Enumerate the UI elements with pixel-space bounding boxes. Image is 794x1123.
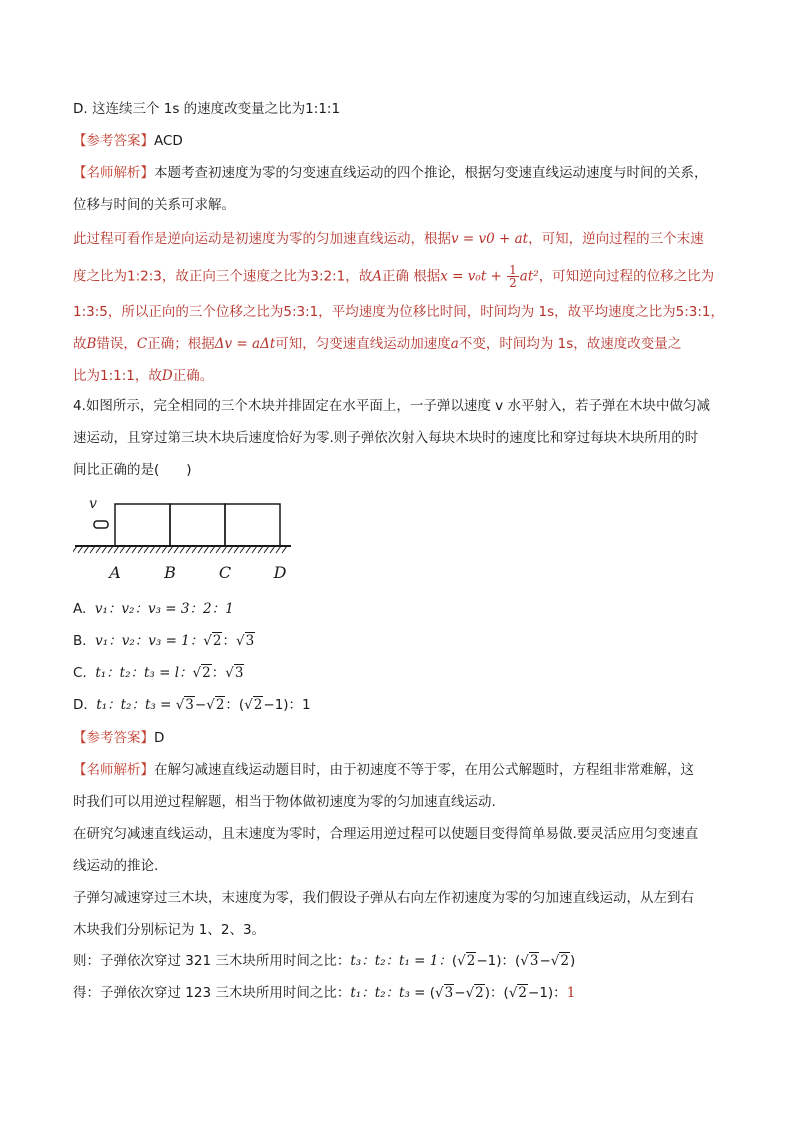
hatch-mark [138, 546, 143, 553]
q4-body-line8: 得：子弹依次穿过 123 三木块所用时间之比：t₁：t₂：t₃ = (√3−√2)：(√2−1)：1 [73, 985, 576, 1001]
text: 不变，时间均为 1s，故速度改变量之 [458, 336, 682, 352]
hatch-mark [222, 546, 227, 553]
text: 则：子弹依次穿过 321 三木块所用时间之比： [73, 953, 351, 969]
option-label: B. [73, 633, 87, 649]
ratio-expression: t₃：t₂：t₁ = 1： [350, 953, 452, 969]
point-label-b: B [164, 563, 176, 582]
q4-stem-line3: 间比正确的是( ) [73, 462, 192, 478]
hatch-mark [78, 546, 83, 553]
q3-answer-row [73, 131, 183, 151]
formula: x = v₀t + [440, 268, 507, 285]
text: 得：子弹依次穿过 123 三木块所用时间之比： [73, 985, 351, 1001]
analysis-tag: 【名师解析】 [73, 762, 154, 778]
text: 比为1:1:1，故 [73, 368, 162, 384]
q4-option-a [73, 599, 234, 619]
option-ref: B [86, 336, 97, 352]
analysis-tag: 【名师解析】 [73, 165, 154, 181]
hatch-mark [228, 546, 233, 553]
sqrt-3: √3 [435, 985, 454, 1001]
formula: at² [519, 268, 539, 285]
hatch-mark [276, 546, 281, 553]
sqrt-3: √3 [235, 633, 255, 649]
hatch-mark [198, 546, 203, 553]
text: ，可知，逆向过程的三个末速 [528, 231, 704, 247]
formula: v = v0 + at [451, 231, 529, 247]
option-ref: A [372, 268, 382, 285]
point-label-c: C [218, 563, 232, 582]
hatch-mark [96, 546, 101, 553]
text: 可知，匀变速直线运动加速度 [275, 336, 451, 352]
hatch-mark [168, 546, 173, 553]
velocity-label: v [89, 496, 97, 512]
q3-body-line3: 1:3:5，所以正向的三个位移之比为5:3:1，平均速度为位移比时间，时间均为 1s，故平均速度之比为5:3:1， [73, 304, 725, 320]
hatch-mark [258, 546, 263, 553]
text: 正确；根据 [147, 336, 215, 352]
q4-option-b: B. v₁：v₂：v₃ = 1：√2：√3 [73, 633, 255, 649]
variable: a [450, 336, 459, 352]
hatch-mark [216, 546, 221, 553]
hatch-mark [126, 546, 131, 553]
q4-body-line6: 木块我们分别标记为 1、2、3。 [73, 922, 266, 938]
option-ref: D [161, 368, 173, 384]
option-expression: t₁：t₂：t₃ = l： [95, 665, 193, 681]
text: 故 [73, 336, 87, 352]
hatch-mark [180, 546, 185, 553]
sqrt-2: √2 [192, 665, 211, 681]
analysis-text: 在解匀减速直线运动题目时，由于初速度不等于零，在用公式解题时，方程组非常难解，这 [154, 762, 694, 778]
hatch-mark [144, 546, 149, 553]
sqrt-3: √3 [520, 953, 539, 969]
text: ，可知逆向过程的位移之比为 [538, 268, 715, 285]
answer-value: ACD [154, 133, 183, 149]
hatch-mark [264, 546, 269, 553]
q3-body-line5 [73, 366, 213, 386]
hatch-mark [120, 546, 125, 553]
sqrt-2: √2 [508, 985, 528, 1001]
hatch-mark [132, 546, 137, 553]
hatch-mark [210, 546, 215, 553]
q4-option-c: C. t₁：t₂：t₃ = l：√2：√3 [73, 665, 244, 681]
hatch-mark [114, 546, 119, 553]
q3-body-line4 [73, 334, 681, 354]
ratio-expression: t₁：t₂：t₃ = [350, 985, 430, 1001]
point-label-a: A [109, 563, 121, 582]
hatch-mark [108, 546, 113, 553]
text: 此过程可看作是逆向运动是初速度为零的匀加速直线运动，根据 [73, 231, 451, 247]
fraction [507, 264, 519, 289]
text: 度之比为1:2:3，故正向三个速度之比为3:2:1，故 [73, 268, 373, 285]
hatch-mark [84, 546, 89, 553]
hatch-mark [204, 546, 209, 553]
answer-tag: 【参考答案】 [73, 730, 154, 746]
fraction-denominator: 2 [509, 276, 517, 290]
formula: Δv = aΔt [214, 336, 276, 352]
hatch-mark [240, 546, 245, 553]
sqrt-2: √2 [203, 633, 222, 649]
hatch-mark [234, 546, 239, 553]
sqrt-3: √3 [175, 697, 194, 713]
q4-body-line3: 在研究匀减速直线运动，且末速度为零时，合理运用逆过程可以使题目变得简单易做.要灵活应用匀变速直 [73, 826, 699, 842]
option-expression: v₁：v₂：v₃ = 3：2：1 [94, 601, 234, 617]
hatch-mark [252, 546, 257, 553]
q4-answer-row [73, 728, 164, 748]
sqrt-2: √2 [550, 953, 569, 969]
answer-value: D [154, 730, 165, 746]
ground-hatch [73, 546, 287, 553]
point-label-d: D [273, 563, 287, 582]
q4-stem-line2: 速运动，且穿过第三块木块后速度恰好为零.则子弹依次射入每块木块时的速度比和穿过每块木块所用的时 [73, 430, 699, 446]
option-ref: C [136, 336, 148, 352]
q4-body-line7: 则：子弹依次穿过 321 三木块所用时间之比：t₃：t₂：t₁ = 1：(√2−1)：(√3−√2) [73, 953, 576, 969]
bullet-icon [94, 521, 108, 528]
hatch-mark [156, 546, 161, 553]
hatch-mark [246, 546, 251, 553]
answer-tag: 【参考答案】 [73, 133, 154, 149]
hatch-mark [192, 546, 197, 553]
q3-analysis-row [73, 163, 708, 183]
sqrt-2: √2 [457, 953, 476, 969]
option-expression: t₁：t₂：t₃ = [96, 697, 176, 713]
block-2 [170, 504, 225, 546]
text: 错误， [96, 336, 137, 352]
q4-body-line4: 线运动的推论. [73, 858, 159, 874]
q3-option-d: D. 这连续三个 1s 的速度改变量之比为1:1:1 [73, 101, 341, 117]
q3-body-line1 [73, 229, 704, 249]
q4-option-d: D. t₁：t₂：t₃ = √3−√2：(√2−1)：1 [73, 697, 311, 713]
q3-body-line2 [73, 264, 714, 289]
hatch-mark [186, 546, 191, 553]
option-label: D. [73, 697, 88, 713]
text: 正确 根据 [381, 268, 441, 285]
hatch-mark [73, 546, 77, 553]
hatch-mark [150, 546, 155, 553]
option-label: C. [73, 665, 87, 681]
blocks-figure [73, 492, 295, 584]
q4-analysis-row [73, 760, 694, 780]
hatch-mark [102, 546, 107, 553]
sqrt-2: √2 [244, 697, 263, 713]
fraction-numerator: 1 [509, 263, 517, 277]
block-3 [225, 504, 280, 546]
option-label: A. [73, 601, 87, 617]
block-1 [115, 504, 170, 546]
hatch-mark [162, 546, 167, 553]
option-expression: v₁：v₂：v₃ = 1： [95, 633, 204, 649]
sqrt-2: √2 [465, 985, 484, 1001]
hatch-mark [270, 546, 275, 553]
hatch-mark [174, 546, 179, 553]
sqrt-2: √2 [206, 697, 225, 713]
blocks-figure-svg [73, 492, 295, 584]
hatch-mark [90, 546, 95, 553]
sqrt-3: √3 [225, 665, 244, 681]
hatch-mark [282, 546, 287, 553]
q3-analysis-line2: 位移与时间的关系可求解。 [73, 197, 235, 213]
q4-analysis-line2: 时我们可以用逆过程解题，相当于物体做初速度为零的匀加速直线运动. [73, 794, 496, 810]
analysis-text: 本题考查初速度为零的匀变速直线运动的四个推论，根据匀变速直线运动速度与时间的关系， [154, 165, 708, 181]
q4-body-line5: 子弹匀减速穿过三木块，末速度为零，我们假设子弹从右向左作初速度为零的匀加速直线运动，从左到右 [73, 890, 694, 906]
text: 正确。 [172, 368, 214, 384]
q4-stem-line1: 4.如图所示，完全相同的三个木块并排固定在水平面上，一子弹以速度 v 水平射入，若子弹在木块中做匀减 [73, 398, 710, 414]
